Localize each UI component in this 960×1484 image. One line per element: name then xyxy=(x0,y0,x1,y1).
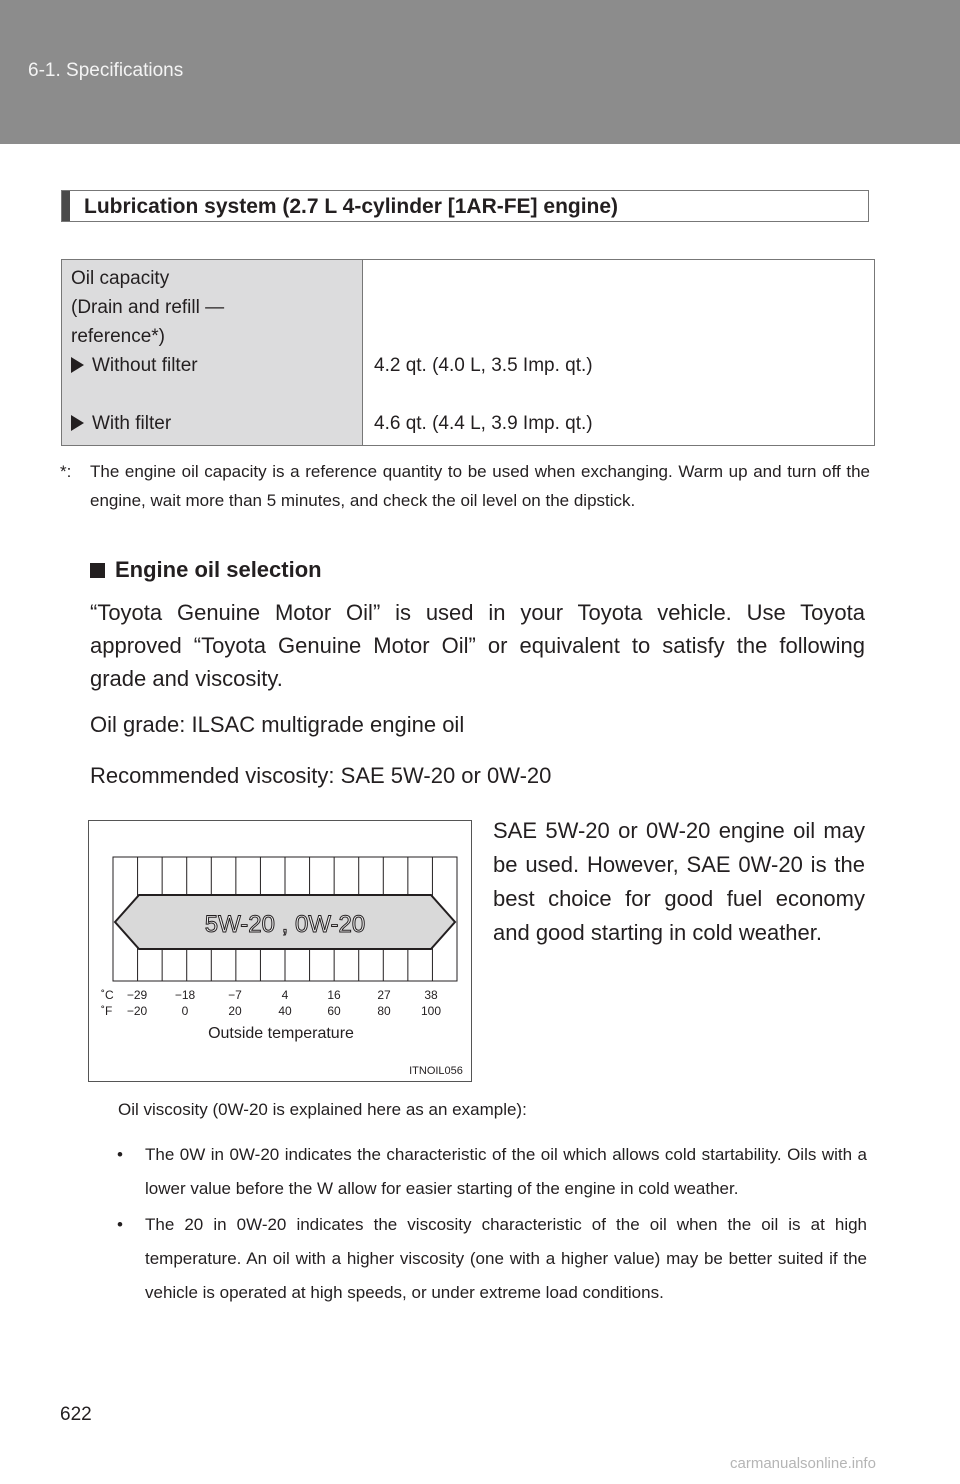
watermark: carmanualsonline.info xyxy=(730,1455,876,1472)
oil-capacity-label: Oil capacity xyxy=(71,268,170,289)
viscosity-intro: Oil viscosity (0W-20 is explained here as an example): xyxy=(118,1100,527,1119)
viscosity-temperature-figure xyxy=(88,820,472,1082)
celsius-tick-label: 27 xyxy=(377,988,391,1002)
table-row xyxy=(71,351,198,380)
figure-code: ITNOIL056 xyxy=(409,1065,463,1077)
fahrenheit-tick-label: 0 xyxy=(181,1004,189,1018)
fahrenheit-tick-label: 60 xyxy=(327,1004,341,1018)
heading-bar xyxy=(62,191,70,221)
lubrication-heading: Lubrication system (2.7 L 4-cylinder [1AR-FE] engine) xyxy=(84,195,619,218)
viscosity-range-label: 5W-20 , 0W-20 xyxy=(204,911,366,938)
celsius-unit: ˚C xyxy=(101,988,114,1002)
fahrenheit-tick-label: 100 xyxy=(420,1004,442,1018)
engine-oil-selection-heading xyxy=(90,557,322,583)
recommended-viscosity-text: Recommended viscosity: SAE 5W-20 or 0W-20 xyxy=(90,763,552,788)
celsius-tick-label: −29 xyxy=(126,988,148,1002)
genuine-oil-paragraph: “Toyota Genuine Motor Oil” is used in your Toyota vehicle. Use Toyota approved “Toyota Genuine Motor Oil” or equivalent to satisfy the following grade and viscosity. xyxy=(90,600,865,691)
with-filter-label: With filter xyxy=(92,413,172,434)
heading-text: Engine oil selection xyxy=(115,557,322,582)
without-filter-value: 4.2 qt. (4.0 L, 3.5 Imp. qt.) xyxy=(374,355,593,376)
fahrenheit-tick-label: −20 xyxy=(126,1004,148,1018)
celsius-tick-label: 38 xyxy=(424,988,438,1002)
oil-grade-text: Oil grade: ILSAC multigrade engine oil xyxy=(90,712,465,737)
temperature-tick-labels xyxy=(127,988,442,1018)
drain-refill-label: (Drain and refill — xyxy=(71,297,225,318)
fahrenheit-tick-label: 40 xyxy=(278,1004,292,1018)
table-row xyxy=(71,409,171,438)
fahrenheit-tick-label: 20 xyxy=(228,1004,242,1018)
outside-temperature-caption: Outside temperature xyxy=(208,1025,354,1042)
footnote-mark: *: xyxy=(60,462,72,481)
lubrication-heading-box xyxy=(61,190,869,222)
celsius-tick-label: −18 xyxy=(174,988,196,1002)
celsius-tick-label: 16 xyxy=(327,988,341,1002)
square-bullet-icon xyxy=(90,563,105,578)
viscosity-side-note: SAE 5W-20 or 0W-20 engine oil may be used. However, SAE 0W-20 is the best choice for good fuel economy and good starting in cold weather. xyxy=(493,818,865,945)
viscosity-bullets xyxy=(115,1138,867,1312)
without-filter-label: Without filter xyxy=(92,355,198,376)
oil-capacity-table xyxy=(61,259,875,446)
with-filter-value: 4.6 qt. (4.4 L, 3.9 Imp. qt.) xyxy=(374,413,593,434)
page-number: 622 xyxy=(60,1404,92,1425)
fahrenheit-unit: ˚F xyxy=(101,1004,113,1018)
list-item: • The 0W in 0W-20 indicates the characteristic of the oil which allows cold startability. Oils with a lower value before the W allow for easier starting of the engine in cold weather. xyxy=(115,1138,867,1206)
viscosity-chart xyxy=(89,821,472,1082)
section-title: 6-1. Specifications xyxy=(28,60,184,81)
triangle-bullet-icon xyxy=(71,357,84,373)
list-item: • The 20 in 0W-20 indicates the viscosity characteristic of the oil when the oil is at high temperature. An oil with a higher viscosity (one with a higher value) may be better suited if the vehicle is operated at high speeds, or under extreme load conditions. xyxy=(115,1208,867,1310)
reference-label: reference*) xyxy=(71,326,165,347)
fahrenheit-tick-label: 80 xyxy=(377,1004,391,1018)
footnote-text: The engine oil capacity is a reference quantity to be used when exchanging. Warm up and turn off the engine, wait more than 5 minutes, and check the oil level on the dipstick. xyxy=(90,462,870,510)
triangle-bullet-icon xyxy=(71,415,84,431)
celsius-tick-label: 4 xyxy=(281,988,289,1002)
page-header xyxy=(0,0,960,144)
celsius-tick-label: −7 xyxy=(228,988,242,1002)
